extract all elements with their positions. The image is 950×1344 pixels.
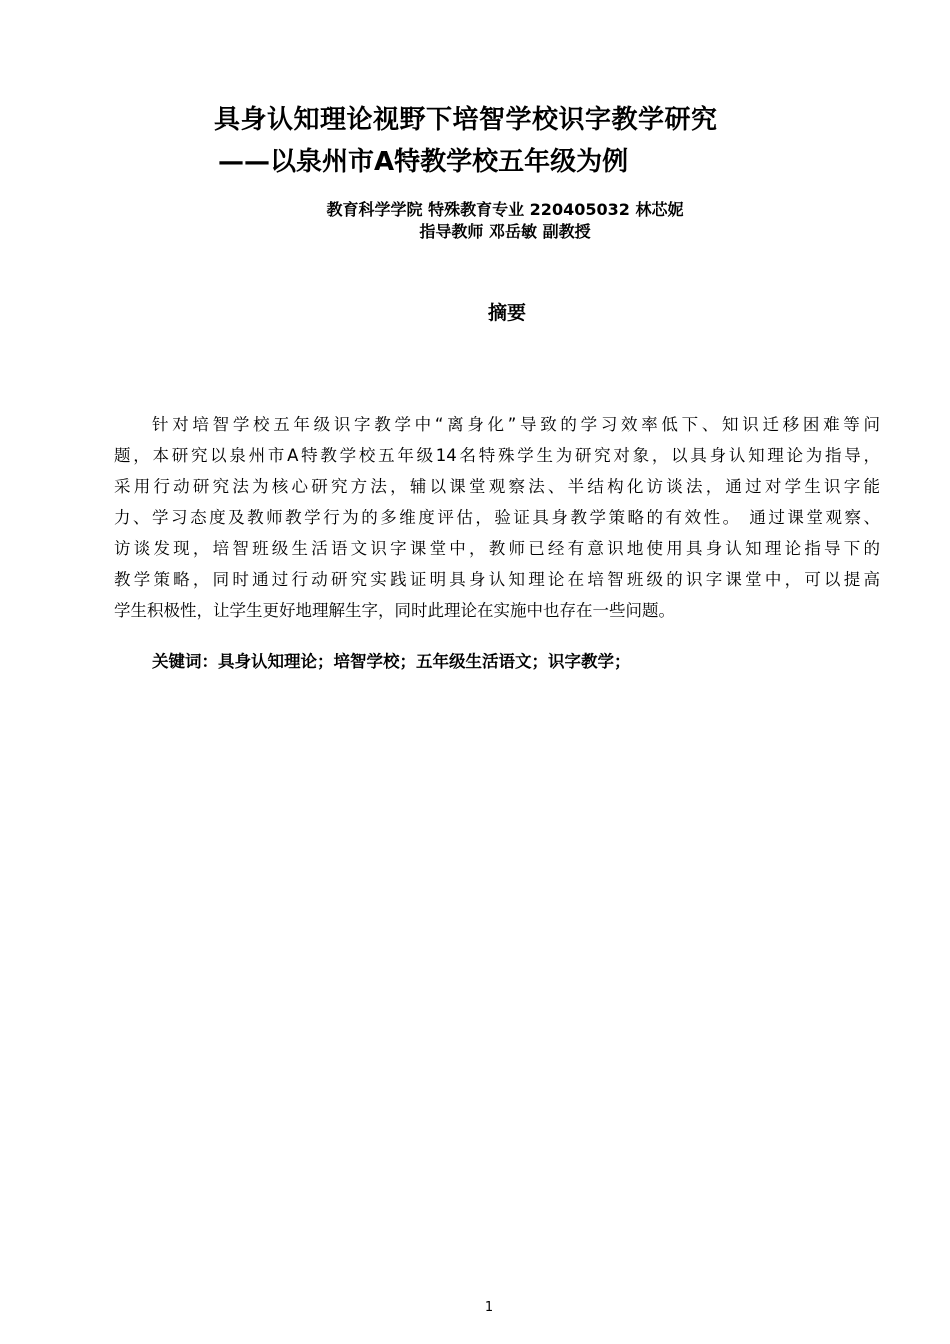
abstract-line: 教学策略，同时通过行动研究实践证明具身认知理论在培智班级的识字课堂中，可以提高 <box>114 570 880 589</box>
paper-subtitle: ——以泉州市A特教学校五年级为例 <box>218 147 629 177</box>
abstract-line: 题，本研究以泉州市A特教学校五年级14名特殊学生为研究对象，以具身认知理论为指导， <box>114 446 880 465</box>
advisor-info: 指导教师 邓岳敏 副教授 <box>419 222 591 241</box>
abstract-line: 访谈发现，培智班级生活语文识字课堂中，教师已经有意识地使用具身认知理论指导下的 <box>114 539 880 558</box>
abstract-line: 学生积极性，让学生更好地理解生字，同时此理论在实施中也存在一些问题。 <box>114 601 675 620</box>
abstract-line: 采用行动研究法为核心研究方法，辅以课堂观察法、半结构化访谈法，通过对学生识字能 <box>114 477 880 496</box>
abstract-line: 针对培智学校五年级识字教学中“离身化”导致的学习效率低下、知识迁移困难等问 <box>152 415 880 434</box>
abstract-line: 力、学习态度及教师教学行为的多维度评估，验证具身教学策略的有效性。 通过课堂观察、 <box>114 508 880 527</box>
abstract-body <box>114 409 880 626</box>
paper-title: 具身认知理论视野下培智学校识字教学研究 <box>214 105 718 135</box>
page-number: 1 <box>484 1300 494 1315</box>
keywords: 关键词：具身认知理论；培智学校；五年级生活语文；识字教学； <box>152 652 631 671</box>
abstract-heading: 摘要 <box>487 302 526 324</box>
author-info: 教育科学学院 特殊教育专业 220405032 林芯妮 <box>326 200 684 219</box>
